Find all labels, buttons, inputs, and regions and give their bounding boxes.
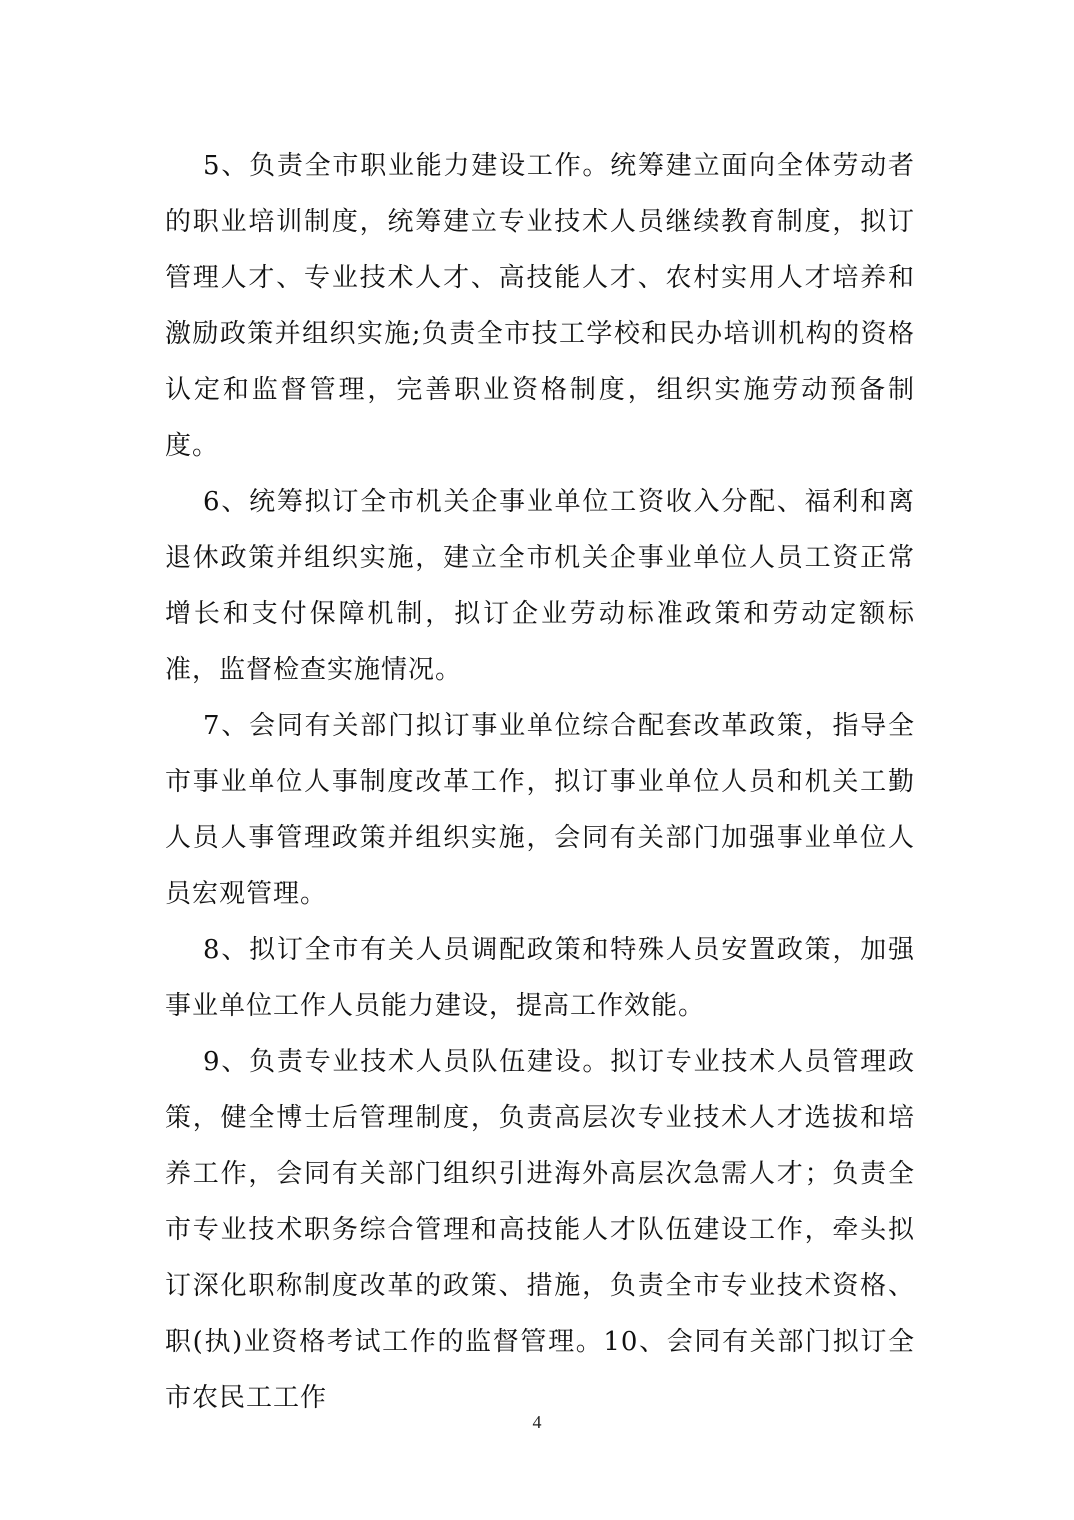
page-number: 4: [532, 1412, 542, 1432]
paragraph-item-6: 6、统筹拟订全市机关企事业单位工资收入分配、福利和离退休政策并组织实施，建立全市机关企事业单位人员工资正常增长和支付保障机制，拟订企业劳动标准政策和劳动定额标准，监督检查实施情况。: [165, 487, 915, 685]
paragraph-item-7: 7、会同有关部门拟订事业单位综合配套改革政策，指导全市事业单位人事制度改革工作，拟订事业单位人员和机关工勤人员人事管理政策并组织实施，会同有关部门加强事业单位人员宏观管理。: [165, 711, 915, 909]
paragraph-item-8: 8、拟订全市有关人员调配政策和特殊人员安置政策，加强事业单位工作人员能力建设，提高工作效能。: [165, 935, 915, 1021]
document-body: [165, 138, 915, 1426]
paragraph-item-9: 9、负责专业技术人员队伍建设。拟订专业技术人员管理政策，健全博士后管理制度，负责高层次专业技术人才选拔和培养工作，会同有关部门组织引进海外高层次急需人才；负责全市专业技术职务综合管理和高技能人才队伍建设工作，牵头拟订深化职称制度改革的政策、措施，负责全市专业技术资格、职(执)业资格考试工作的监督管理。10、会同有关部门拟订全市农民工工作: [165, 1047, 915, 1413]
paragraph-item-5: 5、负责全市职业能力建设工作。统筹建立面向全体劳动者的职业培训制度，统筹建立专业技术人员继续教育制度，拟订管理人才、专业技术人才、高技能人才、农村实用人才培养和激励政策并组织实施;负责全市技工学校和民办培训机构的资格认定和监督管理，完善职业资格制度，组织实施劳动预备制度。: [165, 151, 915, 461]
